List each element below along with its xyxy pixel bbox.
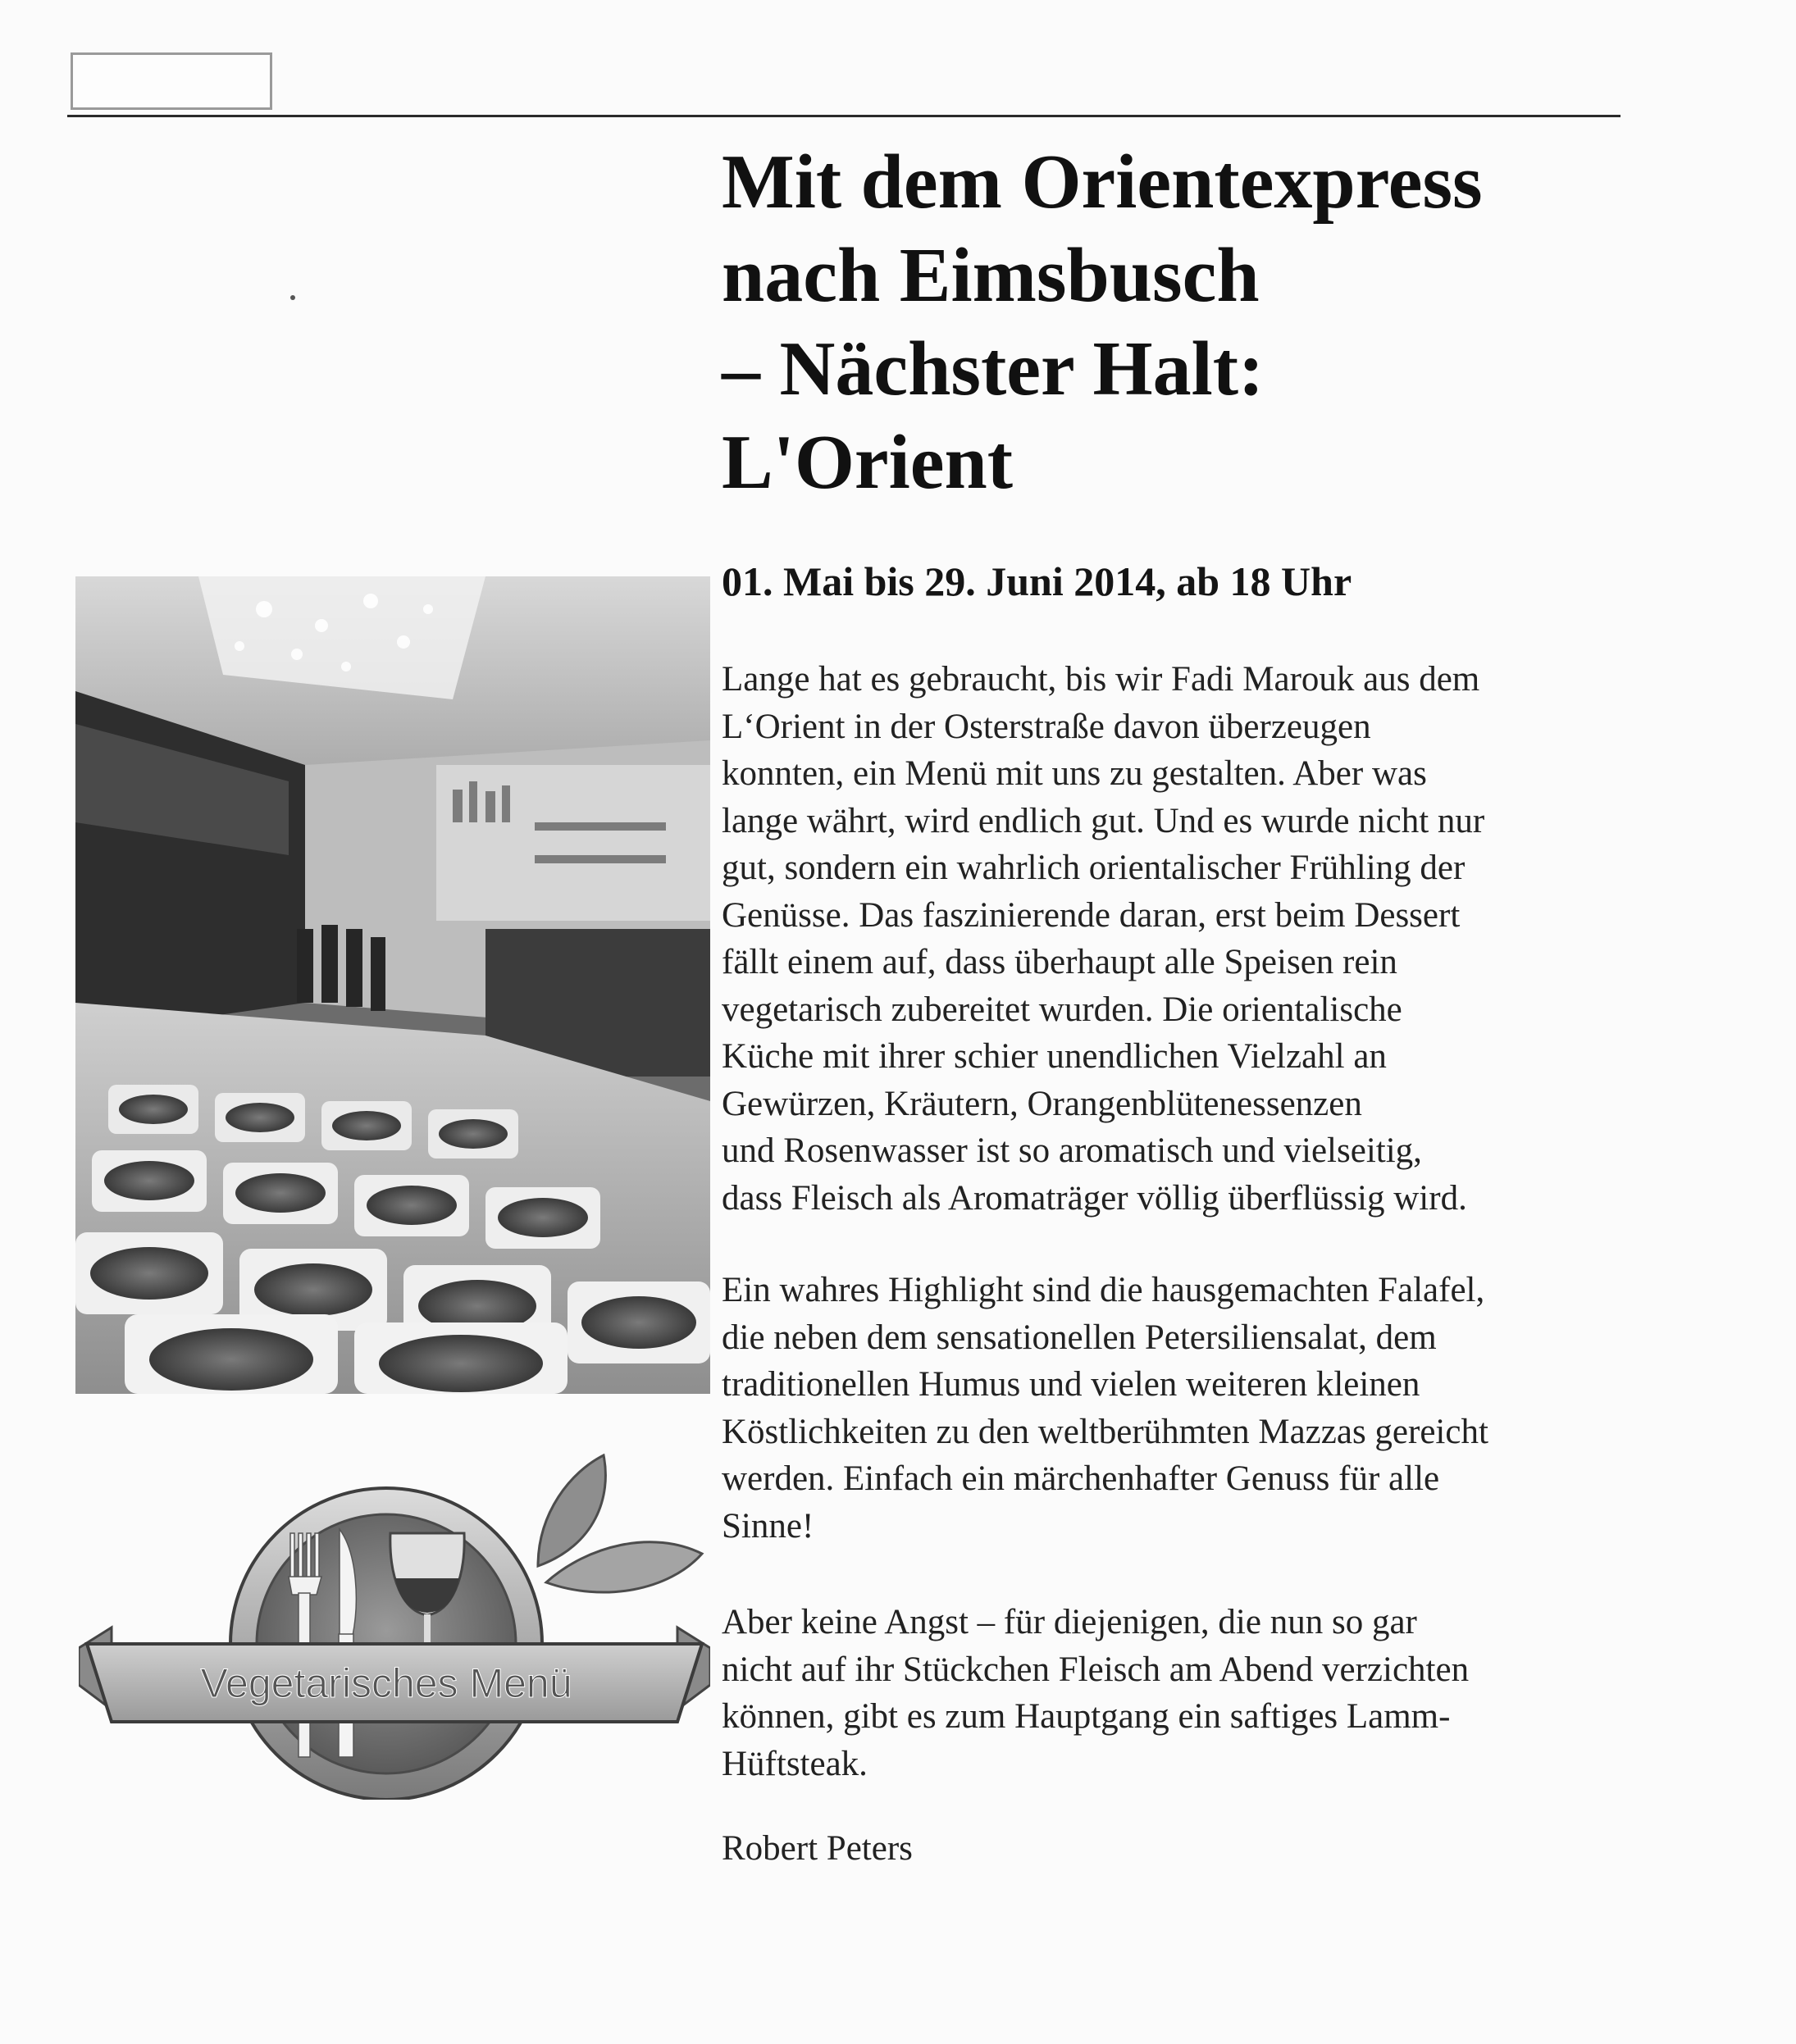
text-line: gut, sondern ein wahrlich orientalischer Frühling der <box>722 849 1466 887</box>
text-line: fällt einem auf, dass überhaupt alle Speisen rein <box>722 943 1397 981</box>
text-line: Küche mit ihrer schier unendlichen Vielzahl an <box>722 1037 1387 1076</box>
article-paragraph-3 <box>722 1599 1632 1787</box>
scan-speck <box>290 295 295 300</box>
text-line: konnten, ein Menü mit uns zu gestalten. Aber was <box>722 754 1427 793</box>
text-line: lange währt, wird endlich gut. Und es wurde nicht nur <box>722 801 1485 840</box>
text-line: Lange hat es gebraucht, bis wir Fadi Marouk aus dem <box>722 660 1480 699</box>
text-line: L‘Orient in der Osterstraße davon überzeugen <box>722 707 1371 746</box>
text-line: Gewürzen, Kräutern, Orangenblütenessenzen <box>722 1084 1362 1123</box>
text-line: Sinne! <box>722 1506 814 1546</box>
vegetarian-menu-seal <box>79 1439 710 1800</box>
restaurant-buffet-photo <box>75 576 710 1394</box>
event-date: 01. Mai bis 29. Juni 2014, ab 18 Uhr <box>722 558 1352 604</box>
headline-line: Mit dem Orientexpress <box>722 139 1483 225</box>
text-line: werden. Einfach ein märchenhafter Genuss für alle <box>722 1459 1440 1498</box>
text-line: Hüftsteak. <box>722 1744 868 1783</box>
text-line: Ein wahres Highlight sind die hausgemachten Falafel, <box>722 1271 1485 1309</box>
corner-frame-box <box>71 52 272 110</box>
text-line: die neben dem sensationellen Petersiliensalat, dem <box>722 1318 1437 1357</box>
text-line: nicht auf ihr Stückchen Fleisch am Abend verzichten <box>722 1650 1470 1689</box>
text-line: und Rosenwasser ist so aromatisch und vielseitig, <box>722 1131 1422 1170</box>
article-author: Robert Peters <box>722 1829 913 1868</box>
headline-line: – Nächster Halt: <box>722 326 1265 412</box>
text-line: Köstlichkeiten zu den weltberühmten Mazzas gereicht <box>722 1412 1488 1451</box>
text-line: können, gibt es zum Hauptgang ein saftiges Lamm- <box>722 1697 1451 1736</box>
text-line: dass Fleisch als Aromaträger völlig überflüssig wird. <box>722 1178 1467 1218</box>
text-line: Aber keine Angst – für diejenigen, die nun so gar <box>722 1603 1417 1641</box>
leaf-icon <box>538 1455 702 1592</box>
text-line: Genüsse. Das faszinierende daran, erst beim Dessert <box>722 895 1461 935</box>
seal-banner-text: Vegetarisches Menü <box>200 1660 572 1706</box>
article-paragraph-1 <box>722 656 1632 1222</box>
article-paragraph-2 <box>722 1267 1632 1550</box>
headline-line: nach Eimsbusch <box>722 233 1260 318</box>
text-line: traditionellen Humus und vielen weiteren kleinen <box>722 1365 1420 1404</box>
headline-line: L'Orient <box>722 420 1014 505</box>
article-headline <box>722 135 1624 509</box>
text-line: vegetarisch zubereitet wurden. Die orientalische <box>722 990 1402 1029</box>
top-rule <box>67 115 1621 117</box>
